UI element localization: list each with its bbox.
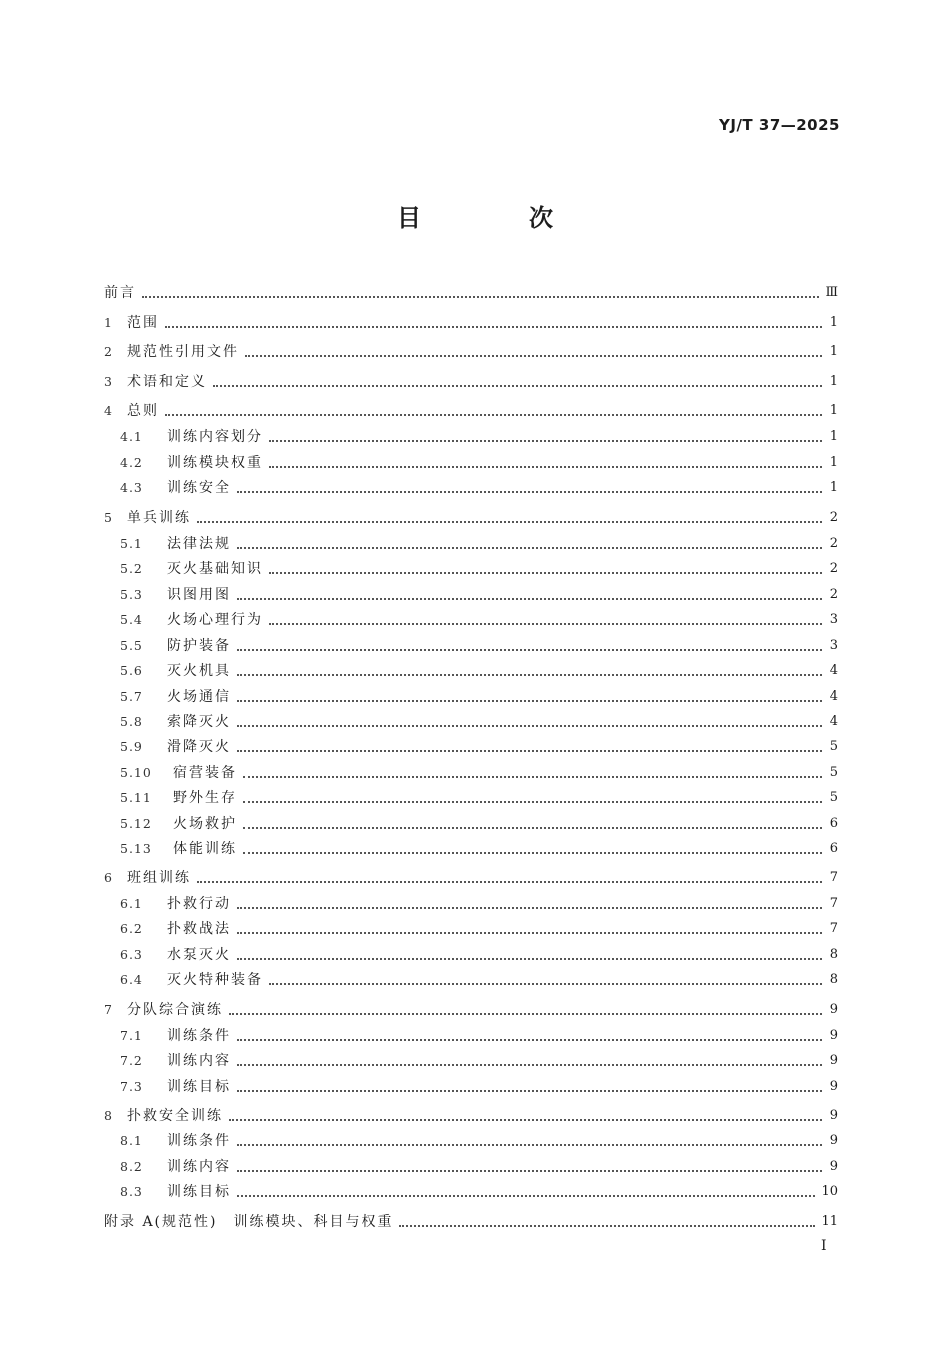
toc-entry-page: 7: [829, 921, 838, 936]
toc-entry-page: 4: [829, 689, 838, 704]
toc-entry-number: 7.3: [120, 1079, 143, 1094]
toc-entry-page: 9: [829, 1079, 838, 1094]
page-title: 目 次: [397, 204, 595, 232]
toc-entry-number: 8.1: [120, 1133, 143, 1148]
toc-leader-dots: [269, 440, 822, 442]
toc-leader-dots: [237, 932, 822, 934]
toc-entry[interactable]: [120, 427, 838, 447]
toc-entry-page: 4: [829, 714, 838, 729]
toc-entry[interactable]: [120, 1131, 838, 1151]
toc-entry[interactable]: [120, 763, 838, 783]
toc-entry-page: 10: [821, 1184, 838, 1199]
toc-entry-page: Ⅲ: [825, 285, 838, 300]
toc-leader-dots: [237, 1039, 822, 1041]
toc-entry-label: 防护装备: [167, 638, 231, 654]
toc-entry-label: 火场通信: [167, 689, 231, 705]
toc-entry-number: 7: [104, 1002, 112, 1017]
toc-entry[interactable]: [120, 1182, 838, 1202]
toc-entry-number: 5.9: [120, 739, 143, 754]
toc-entry-label: 班组训练: [127, 870, 191, 886]
toc-leader-dots: [269, 572, 822, 574]
toc-entry-number: 4.2: [120, 455, 143, 470]
toc-entry-label: 训练条件: [167, 1133, 231, 1149]
toc-entry[interactable]: [120, 1157, 838, 1177]
toc-entry-label: 单兵训练: [127, 510, 191, 526]
toc-leader-dots: [243, 827, 822, 829]
toc-leader-dots: [237, 1195, 815, 1197]
toc-entry[interactable]: [120, 1051, 838, 1071]
toc-entry-page: 9: [829, 1028, 838, 1043]
toc-entry-number: 5.10: [120, 765, 152, 780]
toc-entry-label: 扑救安全训练: [127, 1108, 223, 1124]
toc-entry-page: 5: [829, 739, 838, 754]
toc-leader-dots: [269, 466, 822, 468]
toc-entry[interactable]: [120, 1026, 838, 1046]
toc-leader-dots: [237, 907, 822, 909]
page-number: Ⅰ: [821, 1238, 827, 1254]
toc-leader-dots: [245, 355, 822, 357]
toc-entry-page: 3: [829, 612, 838, 627]
toc-entry-label: 术语和定义: [127, 374, 207, 390]
toc-entry-label: 滑降灭火: [167, 739, 231, 755]
toc-leader-dots: [237, 1090, 822, 1092]
toc-leader-dots: [237, 1064, 822, 1066]
toc-entry-page: 11: [821, 1214, 838, 1229]
toc-entry-label: 火场救护: [173, 816, 237, 832]
toc-entry-label: 训练内容划分: [167, 429, 263, 445]
toc-entry-page: 1: [829, 403, 838, 418]
toc-entry-number: 1: [104, 315, 112, 330]
toc-entry-page: 1: [829, 429, 838, 444]
toc-entry[interactable]: [120, 814, 838, 834]
toc-entry-label: 附录 A(规范性) 训练模块、科目与权重: [104, 1214, 394, 1230]
toc-entry-page: 8: [829, 947, 838, 962]
toc-entry-number: 5.13: [120, 841, 152, 856]
toc-entry-number: 5.3: [120, 587, 143, 602]
toc-leader-dots: [229, 1119, 822, 1121]
toc-entry-number: 5.2: [120, 561, 143, 576]
toc-entry-page: 9: [829, 1108, 838, 1123]
toc-entry[interactable]: [120, 788, 838, 808]
toc-leader-dots: [142, 296, 819, 298]
toc-entry[interactable]: [104, 283, 838, 303]
toc-entry[interactable]: [120, 534, 838, 554]
toc-leader-dots: [237, 491, 822, 493]
toc-entry-number: 5.6: [120, 663, 143, 678]
toc-leader-dots: [399, 1225, 815, 1227]
toc-entry-page: 9: [829, 1159, 838, 1174]
toc-entry-label: 分队综合演练: [127, 1002, 223, 1018]
toc-entry-number: 4.3: [120, 480, 143, 495]
toc-entry[interactable]: [104, 508, 838, 528]
toc-entry[interactable]: [120, 919, 838, 939]
toc-entry-label: 扑救战法: [167, 921, 231, 937]
toc-leader-dots: [237, 598, 822, 600]
toc-entry-number: 8: [104, 1108, 112, 1123]
toc-entry-label: 训练内容: [167, 1053, 231, 1069]
toc-entry-page: 1: [829, 455, 838, 470]
toc-entry-label: 总则: [127, 403, 159, 419]
toc-entry[interactable]: [120, 559, 838, 579]
toc-leader-dots: [237, 674, 822, 676]
toc-entry-number: 7.1: [120, 1028, 143, 1043]
toc-entry-number: 6.3: [120, 947, 143, 962]
toc-entry-label: 前言: [104, 285, 136, 301]
toc-entry-label: 识图用图: [167, 587, 231, 603]
toc-entry-page: 9: [829, 1053, 838, 1068]
toc-entry-page: 6: [829, 816, 838, 831]
toc-entry-page: 2: [829, 587, 838, 602]
toc-entry-page: 5: [829, 765, 838, 780]
toc-entry-number: 2: [104, 344, 112, 359]
toc-entry-label: 灭火基础知识: [167, 561, 263, 577]
toc-entry[interactable]: [120, 970, 838, 990]
toc-entry-label: 火场心理行为: [167, 612, 263, 628]
toc-leader-dots: [237, 700, 822, 702]
toc-leader-dots: [229, 1013, 822, 1015]
toc-entry-page: 2: [829, 510, 838, 525]
toc-leader-dots: [243, 776, 822, 778]
toc-leader-dots: [243, 801, 822, 803]
toc-leader-dots: [237, 750, 822, 752]
toc-leader-dots: [237, 649, 822, 651]
toc-entry-page: 5: [829, 790, 838, 805]
toc-entry-page: 7: [829, 870, 838, 885]
toc-entry[interactable]: [120, 661, 838, 681]
toc-entry-label: 训练模块权重: [167, 455, 263, 471]
toc-entry-label: 宿营装备: [173, 765, 237, 781]
toc-entry-page: 7: [829, 896, 838, 911]
toc-leader-dots: [269, 623, 822, 625]
toc-entry[interactable]: [120, 453, 838, 473]
toc-entry-number: 5: [104, 510, 112, 525]
document-number: YJ/T 37—2025: [719, 116, 840, 134]
toc-entry-page: 6: [829, 841, 838, 856]
toc-entry-page: 1: [829, 480, 838, 495]
toc-entry[interactable]: [120, 585, 838, 605]
toc-entry-number: 6.4: [120, 972, 143, 987]
toc-entry-page: 9: [829, 1133, 838, 1148]
toc-entry-number: 6.2: [120, 921, 143, 936]
toc-entry[interactable]: [104, 1212, 838, 1232]
toc-entry-number: 5.11: [120, 790, 152, 805]
toc-entry-number: 7.2: [120, 1053, 143, 1068]
toc-entry[interactable]: [104, 1106, 838, 1126]
toc-entry-number: 5.12: [120, 816, 152, 831]
toc-entry-page: 3: [829, 638, 838, 653]
toc-entry[interactable]: [120, 478, 838, 498]
toc-leader-dots: [237, 1170, 822, 1172]
toc-entry-label: 灭火机具: [167, 663, 231, 679]
toc-entry-page: 8: [829, 972, 838, 987]
toc-entry[interactable]: [120, 737, 838, 757]
toc-entry-number: 8.2: [120, 1159, 143, 1174]
toc-entry-label: 扑救行动: [167, 896, 231, 912]
toc-leader-dots: [165, 414, 822, 416]
toc-entry[interactable]: [104, 372, 838, 392]
toc-entry[interactable]: [104, 313, 838, 333]
toc-entry-number: 5.1: [120, 536, 143, 551]
toc-entry-label: 训练内容: [167, 1159, 231, 1175]
toc-entry[interactable]: [120, 712, 838, 732]
toc-entry[interactable]: [120, 636, 838, 656]
toc-entry-label: 训练目标: [167, 1184, 231, 1200]
toc-entry-page: 9: [829, 1002, 838, 1017]
toc-entry-number: 5.7: [120, 689, 143, 704]
toc-entry-number: 3: [104, 374, 112, 389]
toc-entry-label: 水泵灭火: [167, 947, 231, 963]
toc-entry[interactable]: [120, 610, 838, 630]
toc-entry-label: 体能训练: [173, 841, 237, 857]
toc-entry-label: 训练条件: [167, 1028, 231, 1044]
toc-entry-page: 4: [829, 663, 838, 678]
toc-entry[interactable]: [104, 868, 838, 888]
toc-entry-label: 灭火特种装备: [167, 972, 263, 988]
toc-leader-dots: [197, 521, 822, 523]
toc-leader-dots: [237, 725, 822, 727]
toc-leader-dots: [237, 958, 822, 960]
toc-entry-label: 法律法规: [167, 536, 231, 552]
toc-leader-dots: [243, 852, 822, 854]
toc-entry-label: 野外生存: [173, 790, 237, 806]
toc-entry-label: 范围: [127, 315, 159, 331]
toc-entry-page: 1: [829, 344, 838, 359]
toc-entry-page: 1: [829, 315, 838, 330]
toc-entry-number: 5.8: [120, 714, 143, 729]
toc-entry-number: 6: [104, 870, 112, 885]
toc-leader-dots: [237, 547, 822, 549]
toc-entry-number: 6.1: [120, 896, 143, 911]
toc-entry[interactable]: [120, 1077, 838, 1097]
toc-entry[interactable]: [104, 1000, 838, 1020]
toc-leader-dots: [237, 1144, 822, 1146]
toc-entry-number: 5.4: [120, 612, 143, 627]
toc-entry-label: 索降灭火: [167, 714, 231, 730]
toc-entry[interactable]: [120, 687, 838, 707]
toc-entry-label: 规范性引用文件: [127, 344, 239, 360]
toc-leader-dots: [269, 983, 822, 985]
toc-entry-number: 5.5: [120, 638, 143, 653]
toc-leader-dots: [197, 881, 822, 883]
toc-entry-page: 2: [829, 561, 838, 576]
toc-entry-label: 训练安全: [167, 480, 231, 496]
toc-leader-dots: [165, 326, 822, 328]
toc-entry[interactable]: [120, 894, 838, 914]
toc-entry[interactable]: [104, 401, 838, 421]
toc-entry-number: 8.3: [120, 1184, 143, 1199]
toc-entry-number: 4.1: [120, 429, 143, 444]
toc-entry-page: 1: [829, 374, 838, 389]
toc-entry[interactable]: [104, 342, 838, 362]
toc-entry[interactable]: [120, 945, 838, 965]
toc-entry-page: 2: [829, 536, 838, 551]
toc-entry-number: 4: [104, 403, 112, 418]
toc-entry[interactable]: [120, 839, 838, 859]
toc-leader-dots: [213, 385, 822, 387]
toc-entry-label: 训练目标: [167, 1079, 231, 1095]
